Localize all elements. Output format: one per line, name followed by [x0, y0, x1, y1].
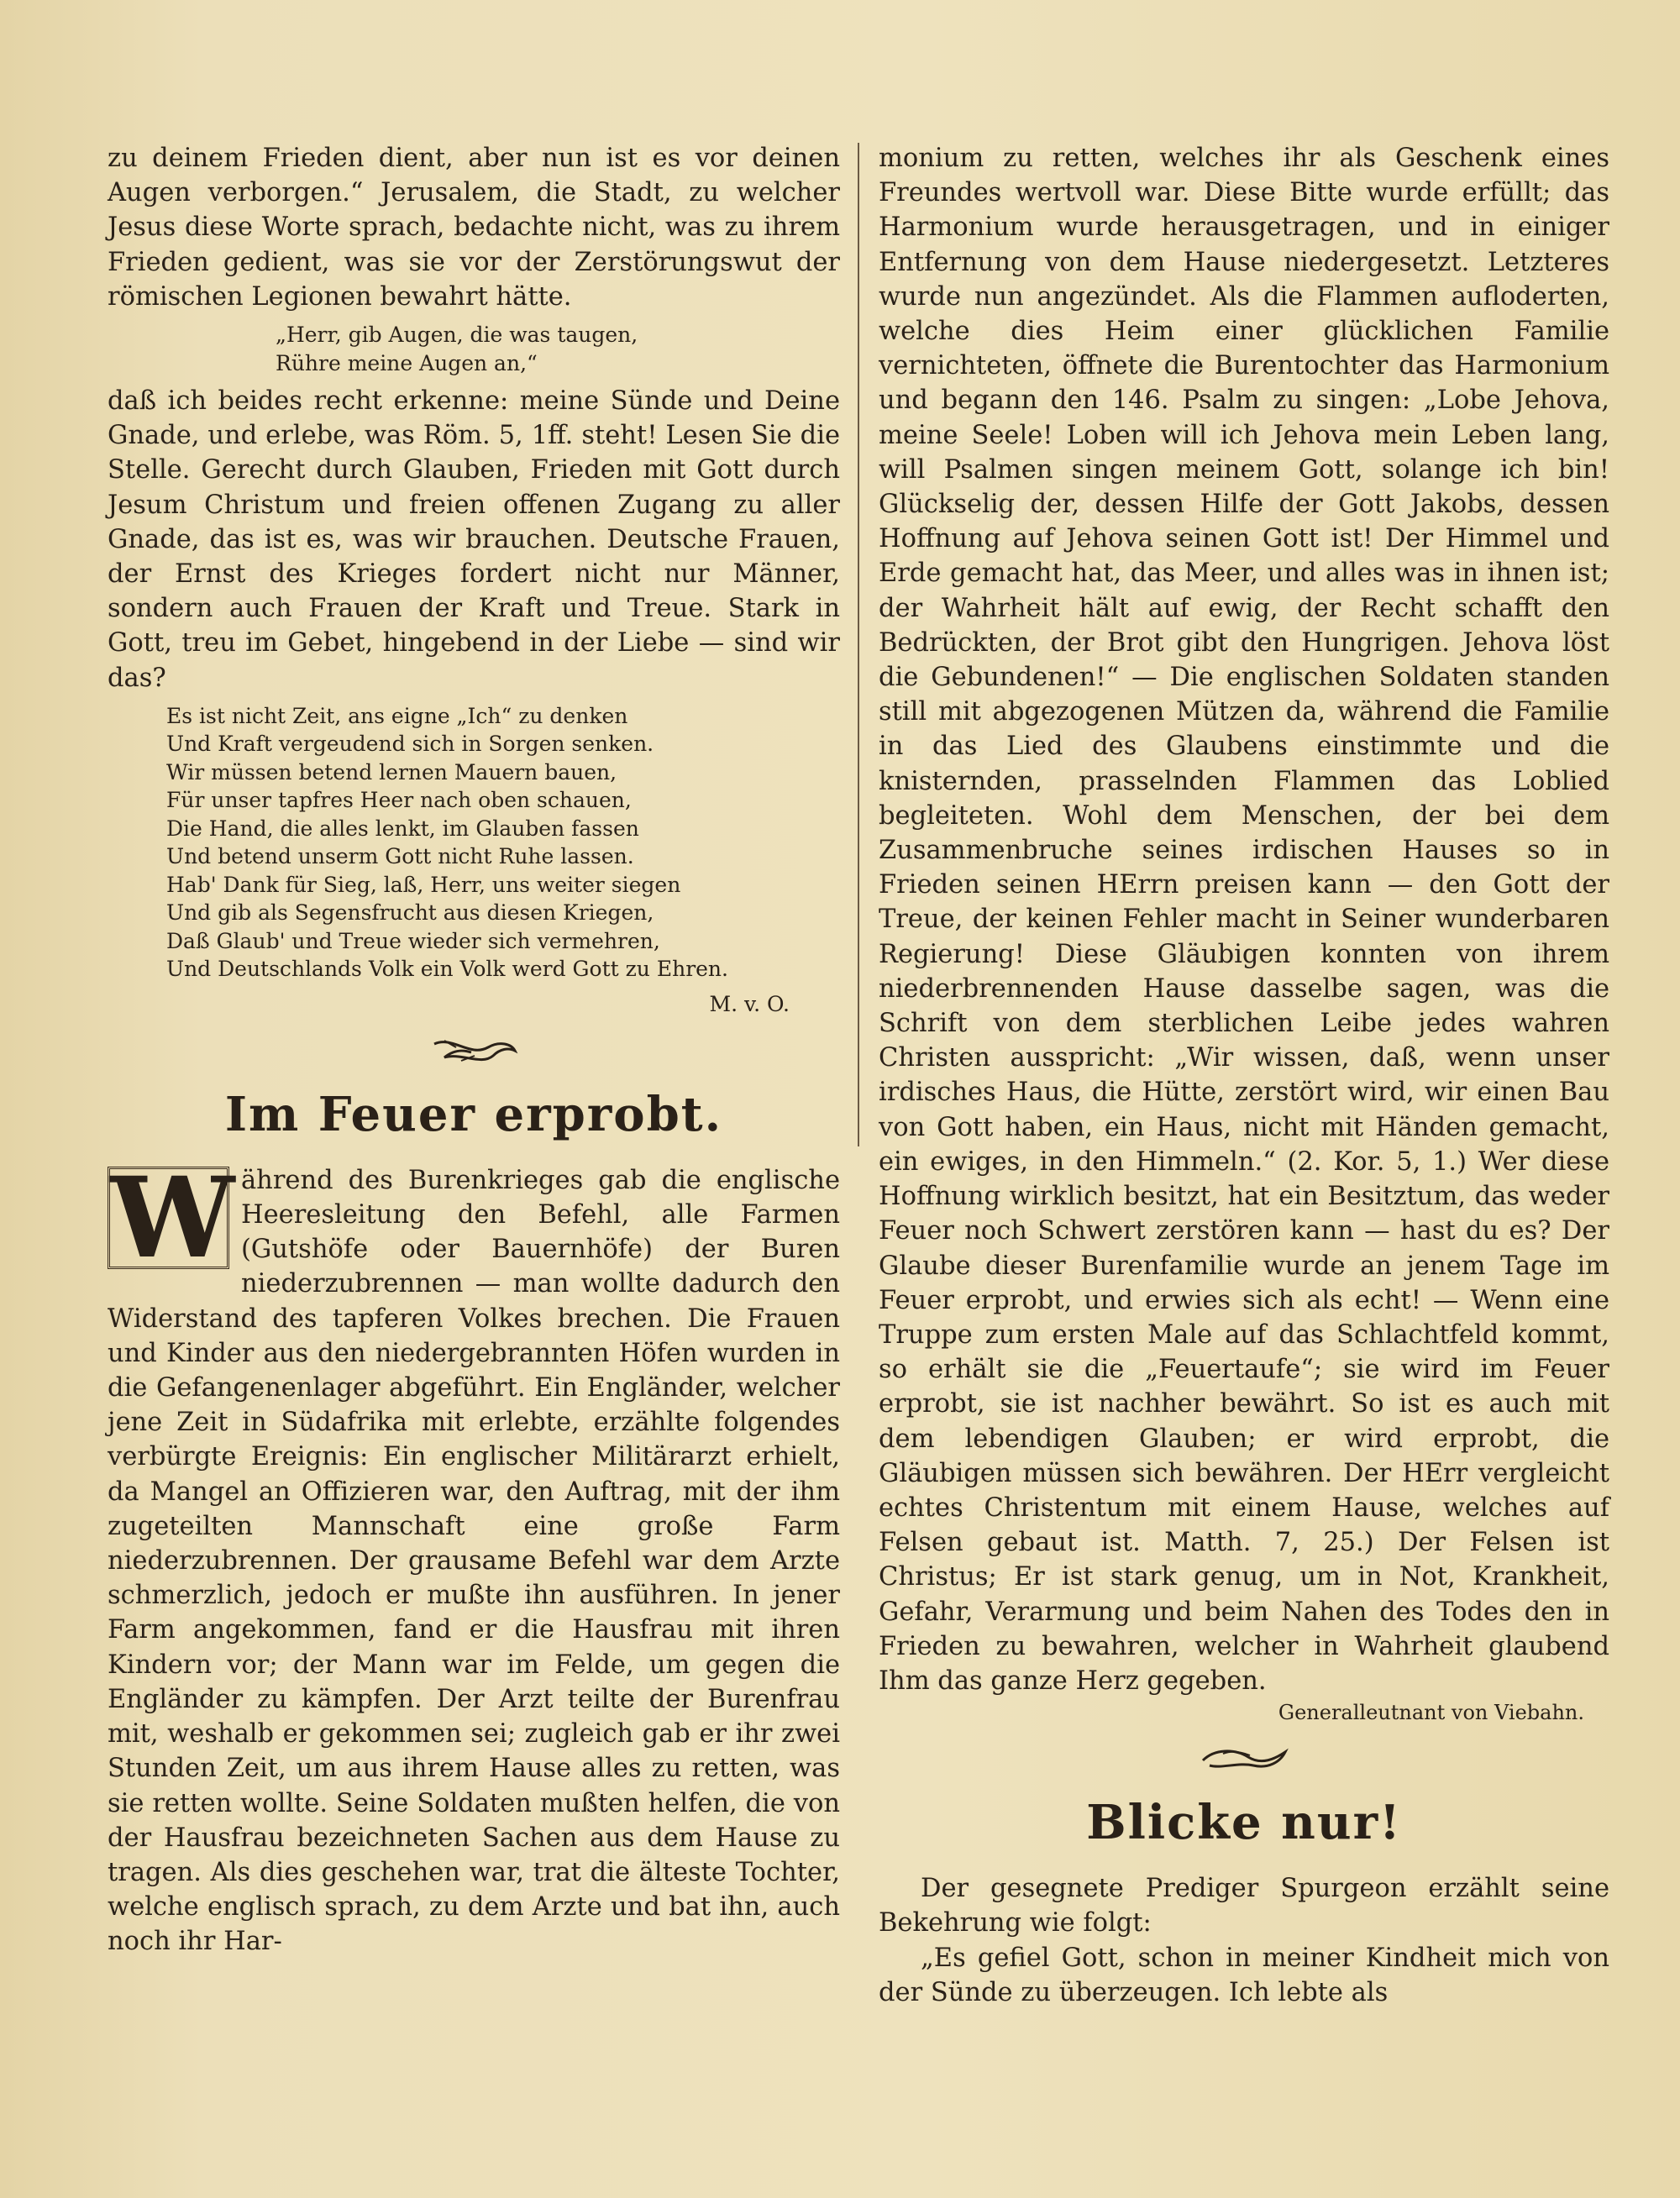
right-paragraph-3: „Es gefiel Gott, schon in meiner Kindheit mich von der Sünde zu überzeugen. Ich lebte als — [879, 1943, 1609, 2007]
poem-line: Wir müssen betend lernen Mauern bauen, — [166, 759, 617, 784]
poem-line: Und gib als Segensfrucht aus diesen Kriegen, — [166, 900, 654, 926]
poem-line: Und betend unserm Gott nicht Ruhe lassen. — [166, 844, 634, 869]
poem-line: Und Kraft vergeudend sich in Sorgen senken. — [166, 732, 654, 757]
right-paragraph-1: monium zu retten, welches ihr als Geschenk eines Freundes wertvoll war. Diese Bitte wurde erfüllt; das Harmonium wurde herausgetragen, und in einiger Entfernung von dem Hause niedergesetzt. Letzteres wurde nun angezündet. Als die Flammen aufloderten, welche dies Heim einer glücklichen Familie vernichteten, öffnete die Burentochter das Harmonium und begann den 146. Psalm zu singen: „Lobe Jehova, meine Seele! Loben will ich Jehova mein Leben lang, will Psalmen singen meinem Gott, solange ich bin! Glückselig der, dessen Hilfe der Gott Jakobs, dessen Hoffnung auf Jehova seinen Gott ist! Der Himmel und Erde gemacht hat, das Meer, und alles was in ihnen ist; der Wahrheit hält auf ewig, der Recht schafft den Bedrückten, der Brot gibt den Hungrigen. Jehova löst die Gebundenen!“ — Die englischen Soldaten standen still mit abgezogenen Mützen da, während die Familie in das Lied des Glaubens einstimmte und die knisternden, prasselnden Flammen das Loblied begleiteten. Wohl dem Menschen, der bei dem Zusammenbruche seines irdischen Hauses so in Frieden seinen HErrn preisen kann — den Gott der Treue, der keinen Fehler macht in Seiner wunderbaren Regierung! Diese Gläubigen konnten von ihrem niederbrennenden Hause dasselbe sagen, was die Schrift von dem sterblichen Leibe jedes wahren Christen ausspricht: „Wir wissen, daß, wenn unser irdisches Haus, die Hütte, zerstört wird, wir einen Bau von Gott haben, ein Haus, nicht mit Händen gemacht, ein ewiges, in den Himmeln.“ (2. Kor. 5, 1.) Wer diese Hoffnung wirklich besitzt, hat ein Besitztum, das weder Feuer noch Schwert zerstören kann — hast du es? Der Glaube dieser Burenfamilie wurde an jenem Tage im Feuer erprobt, und erwies sich als echt! — Wenn eine Truppe zum ersten Male auf das Schlachtfeld kommt, so erhält sie die „Feuertaufe“; sie wird im Feuer erprobt, sie ist nachher bewährt. So ist es auch mit dem lebendigen Glauben; er wird erprobt, die Gläubigen müssen sich bewähren. Der HErr vergleicht echtes Christentum mit einem Hause, welches auf Felsen gebaut ist. Matth. 7, 25.) Der Felsen ist Christus; Er ist stark genug, um in Not, Krankheit, Gefahr, Verarmung und beim Nahen des Todes den in Frieden zu bewahren, welcher in Wahrheit glaubend Ihm das ganze Herz gegeben. — [879, 144, 1609, 1696]
poem-line: Und Deutschlands Volk ein Volk werd Gott zu Ehren. — [166, 957, 728, 982]
poem-signature: M. v. O. — [709, 991, 790, 1016]
column-divider — [858, 143, 859, 1146]
author-signature: Generalleutnant von Viebahn. — [1278, 1701, 1584, 1725]
article-heading-im-feuer-erprobt: Im Feuer erprobt. — [224, 1086, 723, 1142]
left-paragraph-1: zu deinem Frieden dient, aber nun ist es vor deinen Augen verborgen.“ Jerusalem, die Stadt, zu welcher Jesus diese Worte sprach, bedachte nicht, was zu ihrem Frieden gedient, was sie vor der Zerstörungswut der römischen Legionen bewahrt hätte. — [108, 144, 840, 312]
poem-line: „Herr, gib Augen, die was taugen, — [276, 323, 638, 348]
poem-herr-gib-augen — [108, 321, 840, 377]
poem-line: Für unser tapfres Heer nach oben schauen, — [166, 788, 632, 813]
ornament-flourish-icon — [879, 1734, 1609, 1784]
poem-line: Daß Glaub' und Treue wieder sich vermehren, — [166, 928, 660, 953]
left-paragraph-2: daß ich beides recht erkenne: meine Sünde und Deine Gnade, und erlebe, was Röm. 5, 1ff. steht! Lesen Sie die Stelle. Gerecht durch Glauben, Frieden mit Gott durch Jesum Christum und freien offenen Zugang zu aller Gnade, das ist es, was wir brauchen. Deutsche Frauen, der Ernst des Krieges fordert nicht nur Männer, sondern auch Frauen der Kraft und Treue. Stark in Gott, treu im Gebet, hingebend in der Liebe — sind wir das? — [108, 386, 840, 693]
ornament-flourish-icon — [108, 1026, 840, 1076]
poem-line: Rühre meine Augen an,“ — [276, 350, 538, 375]
article-heading-blicke-nur: Blicke nur! — [1086, 1795, 1402, 1851]
poem-line: Die Hand, die alles lenkt, im Glauben fassen — [166, 816, 639, 841]
drop-cap-letter: W — [108, 1167, 229, 1269]
poem-line: Es ist nicht Zeit, ans eigne „Ich“ zu denken — [166, 703, 628, 728]
right-paragraph-2: Der gesegnete Prediger Spurgeon erzählt seine Bekehrung wie folgt: — [879, 1874, 1609, 1938]
poem-deutsche-frauen — [108, 702, 840, 984]
left-column — [108, 141, 840, 1959]
article-body — [108, 1152, 840, 1959]
left-paragraph-3: ährend des Burenkrieges gab die englische Heeresleitung den Befehl, alle Farmen (Gutshöfe oder Bauernhöfe) der Buren niederzubrennen — man wollte dadurch den Widerstand des tapferen Volkes brechen. Die Frauen und Kinder aus den niedergebrannten Höfen wurden in die Gefangenenlager abgeführt. Ein Engländer, welcher jene Zeit in Südafrika mit erlebte, erzählte folgendes verbürgte Ereignis: Ein englischer Militärarzt erhielt, da Mangel an Offizieren war, den Auftrag, mit der ihm zugeteilten Mannschaft eine große Farm niederzubrennen. Der grausame Befehl war dem Arzte schmerzlich, jedoch er mußte ihn ausführen. In jener Farm angekommen, fand er die Hausfrau mit ihren Kindern vor; der Mann war im Felde, um gegen die Engländer zu kämpfen. Der Arzt teilte der Burenfrau mit, weshalb er gekommen sei; zugleich gab er ihr zwei Stunden Zeit, um aus ihrem Hause alles zu retten, was sie retten wollte. Seine Soldaten mußten helfen, die von der Hausfrau bezeichneten Sachen aus dem Hause zu tragen. Als dies geschehen war, trat die älteste Tochter, welche englisch sprach, zu dem Arzte und bat ihn, auch noch ihr Har- — [108, 1165, 840, 1957]
poem-line: Hab' Dank für Sieg, laß, Herr, uns weiter siegen — [166, 872, 681, 897]
right-column — [879, 141, 1609, 2010]
